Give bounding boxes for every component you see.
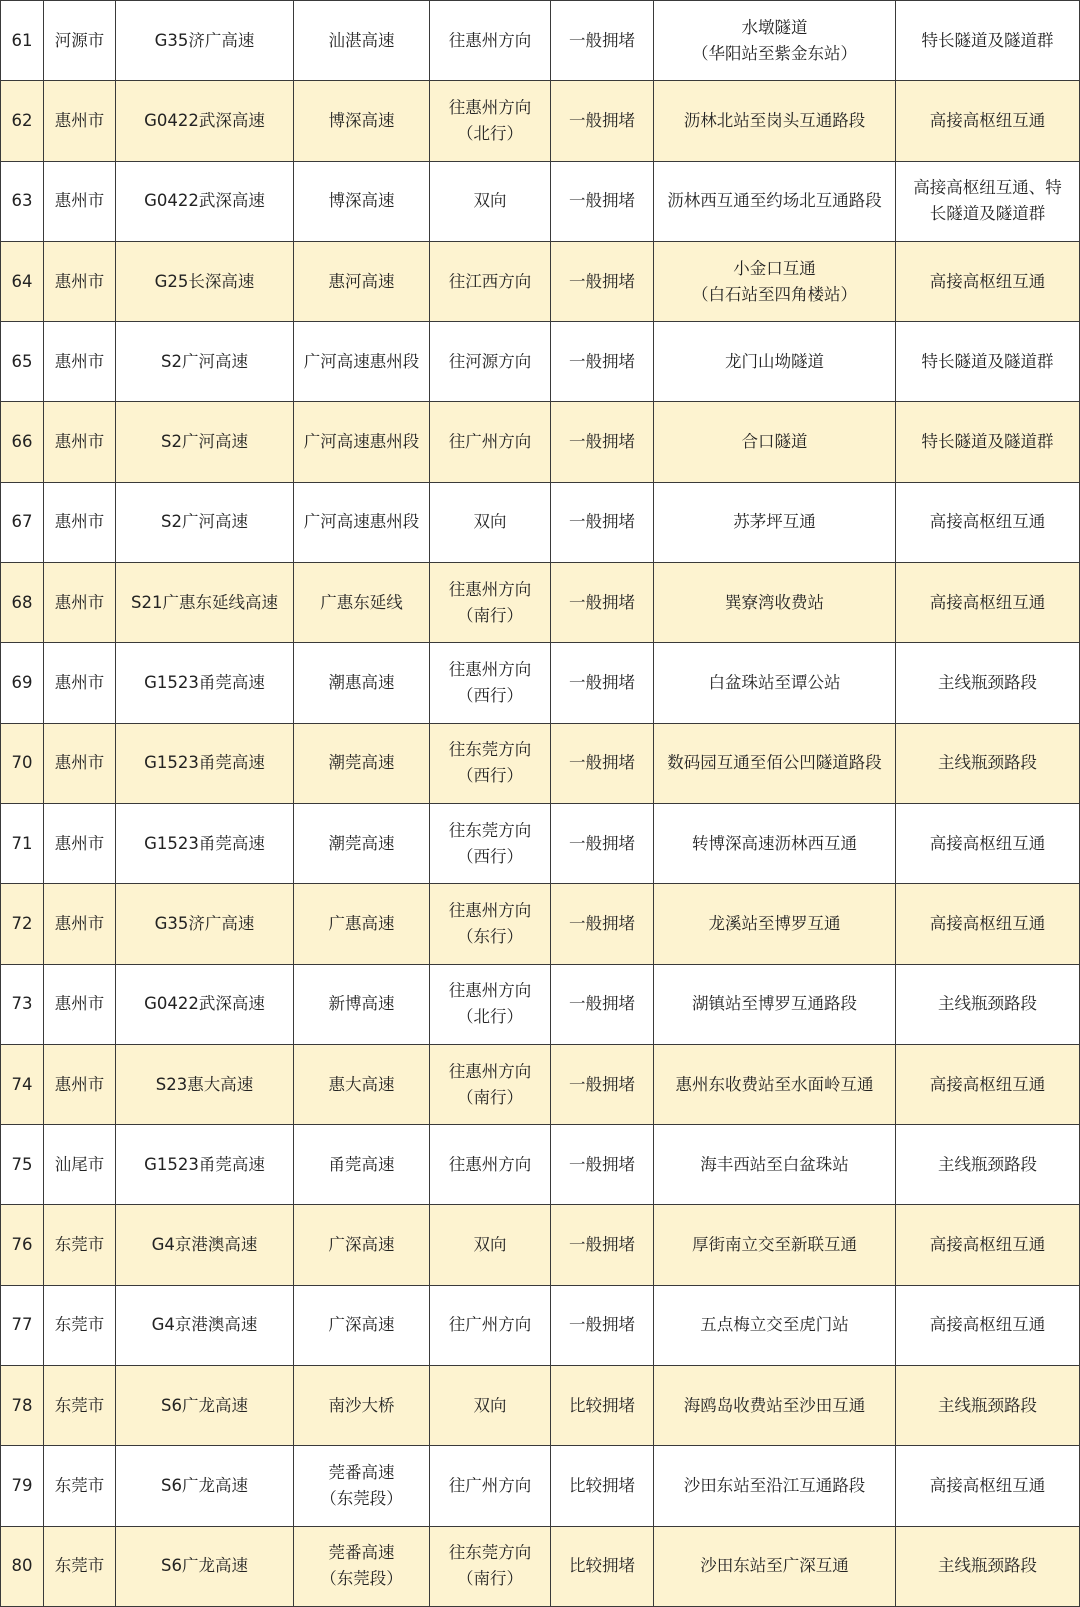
location-cell: 苏茅坪互通 [654,482,896,562]
location-cell: 海丰西站至白盆珠站 [654,1125,896,1205]
row-number: 63 [1,161,44,241]
highway-cell: G1523甬莞高速 [116,1125,294,1205]
row-number: 64 [1,241,44,321]
bottleneck-type-cell: 特长隧道及隧道群 [896,1,1080,81]
highway-cell: G0422武深高速 [116,81,294,161]
location-cell: 小金口互通 （白石站至四角楼站） [654,241,896,321]
table-row [1,1125,1080,1205]
row-number: 78 [1,1366,44,1446]
location-cell: 五点梅立交至虎门站 [654,1285,896,1365]
bottleneck-type-cell: 高接高枢纽互通 [896,884,1080,964]
congestion-level-cell: 比较拥堵 [551,1526,654,1606]
bottleneck-type-cell: 主线瓶颈路段 [896,964,1080,1044]
direction-cell: 往东莞方向 （西行） [430,803,551,883]
table-row [1,723,1080,803]
direction-cell: 往惠州方向 （南行） [430,1044,551,1124]
table-row [1,161,1080,241]
direction-cell: 往惠州方向 [430,1125,551,1205]
direction-cell: 往河源方向 [430,322,551,402]
table-row [1,322,1080,402]
city-cell: 河源市 [44,1,116,81]
congestion-level-cell: 比较拥堵 [551,1366,654,1446]
row-number: 73 [1,964,44,1044]
table-row [1,1285,1080,1365]
congestion-level-cell: 一般拥堵 [551,1285,654,1365]
section-cell: 广河高速惠州段 [294,322,430,402]
table-row [1,1526,1080,1606]
row-number: 67 [1,482,44,562]
table-row [1,241,1080,321]
congestion-level-cell: 一般拥堵 [551,1205,654,1285]
direction-cell: 往东莞方向 （西行） [430,723,551,803]
highway-cell: G0422武深高速 [116,964,294,1044]
section-cell: 广惠东延线 [294,563,430,643]
table-row [1,1205,1080,1285]
table-body [1,1,1080,1607]
location-cell: 厚街南立交至新联互通 [654,1205,896,1285]
congestion-level-cell: 比较拥堵 [551,1446,654,1526]
direction-cell: 往东莞方向 （南行） [430,1526,551,1606]
row-number: 66 [1,402,44,482]
highway-cell: G25长深高速 [116,241,294,321]
bottleneck-type-cell: 高接高枢纽互通、特 长隧道及隧道群 [896,161,1080,241]
section-cell: 潮莞高速 [294,803,430,883]
bottleneck-type-cell: 主线瓶颈路段 [896,723,1080,803]
highway-cell: S23惠大高速 [116,1044,294,1124]
section-cell: 汕湛高速 [294,1,430,81]
row-number: 75 [1,1125,44,1205]
bottleneck-type-cell: 高接高枢纽互通 [896,1446,1080,1526]
section-cell: 广惠高速 [294,884,430,964]
congestion-level-cell: 一般拥堵 [551,643,654,723]
bottleneck-type-cell: 高接高枢纽互通 [896,482,1080,562]
highway-cell: G1523甬莞高速 [116,723,294,803]
city-cell: 东莞市 [44,1285,116,1365]
congestion-level-cell: 一般拥堵 [551,241,654,321]
direction-cell: 往惠州方向 （东行） [430,884,551,964]
row-number: 68 [1,563,44,643]
table-row [1,884,1080,964]
direction-cell: 往惠州方向 （西行） [430,643,551,723]
bottleneck-type-cell: 特长隧道及隧道群 [896,322,1080,402]
row-number: 76 [1,1205,44,1285]
congestion-level-cell: 一般拥堵 [551,723,654,803]
highway-cell: G4京港澳高速 [116,1205,294,1285]
table-row [1,402,1080,482]
direction-cell: 双向 [430,1366,551,1446]
location-cell: 沙田东站至广深互通 [654,1526,896,1606]
highway-cell: S6广龙高速 [116,1366,294,1446]
city-cell: 东莞市 [44,1366,116,1446]
direction-cell: 双向 [430,1205,551,1285]
congestion-level-cell: 一般拥堵 [551,482,654,562]
location-cell: 龙溪站至博罗互通 [654,884,896,964]
highway-cell: G35济广高速 [116,884,294,964]
highway-cell: G1523甬莞高速 [116,643,294,723]
congestion-level-cell: 一般拥堵 [551,803,654,883]
direction-cell: 往广州方向 [430,1285,551,1365]
congestion-level-cell: 一般拥堵 [551,322,654,402]
bottleneck-type-cell: 高接高枢纽互通 [896,81,1080,161]
congestion-level-cell: 一般拥堵 [551,1125,654,1205]
location-cell: 沥林北站至岗头互通路段 [654,81,896,161]
highway-cell: G1523甬莞高速 [116,803,294,883]
section-cell: 南沙大桥 [294,1366,430,1446]
section-cell: 莞番高速 （东莞段） [294,1446,430,1526]
section-cell: 潮莞高速 [294,723,430,803]
congestion-level-cell: 一般拥堵 [551,1044,654,1124]
congestion-level-cell: 一般拥堵 [551,964,654,1044]
city-cell: 惠州市 [44,322,116,402]
location-cell: 惠州东收费站至水面岭互通 [654,1044,896,1124]
bottleneck-type-cell: 高接高枢纽互通 [896,1044,1080,1124]
highway-cell: G4京港澳高速 [116,1285,294,1365]
location-cell: 巽寮湾收费站 [654,563,896,643]
direction-cell: 双向 [430,482,551,562]
city-cell: 东莞市 [44,1526,116,1606]
highway-cell: S6广龙高速 [116,1446,294,1526]
location-cell: 水墩隧道 （华阳站至紫金东站） [654,1,896,81]
bottleneck-type-cell: 高接高枢纽互通 [896,1285,1080,1365]
row-number: 74 [1,1044,44,1124]
city-cell: 惠州市 [44,643,116,723]
city-cell: 汕尾市 [44,1125,116,1205]
bottleneck-type-cell: 主线瓶颈路段 [896,1125,1080,1205]
congestion-level-cell: 一般拥堵 [551,1,654,81]
section-cell: 博深高速 [294,161,430,241]
bottleneck-type-cell: 主线瓶颈路段 [896,1526,1080,1606]
city-cell: 惠州市 [44,964,116,1044]
row-number: 80 [1,1526,44,1606]
section-cell: 惠大高速 [294,1044,430,1124]
location-cell: 合口隧道 [654,402,896,482]
highway-cell: G0422武深高速 [116,161,294,241]
city-cell: 东莞市 [44,1446,116,1526]
table-row [1,964,1080,1044]
section-cell: 潮惠高速 [294,643,430,723]
table-row [1,643,1080,723]
location-cell: 海鸥岛收费站至沙田互通 [654,1366,896,1446]
congestion-level-cell: 一般拥堵 [551,563,654,643]
congestion-level-cell: 一般拥堵 [551,161,654,241]
section-cell: 博深高速 [294,81,430,161]
section-cell: 广河高速惠州段 [294,402,430,482]
city-cell: 惠州市 [44,884,116,964]
direction-cell: 往惠州方向 （北行） [430,964,551,1044]
highway-cell: S21广惠东延线高速 [116,563,294,643]
bottleneck-type-cell: 高接高枢纽互通 [896,1205,1080,1285]
table-row [1,563,1080,643]
table-row [1,803,1080,883]
table-row [1,81,1080,161]
row-number: 69 [1,643,44,723]
section-cell: 惠河高速 [294,241,430,321]
city-cell: 惠州市 [44,81,116,161]
highway-cell: S2广河高速 [116,322,294,402]
row-number: 70 [1,723,44,803]
row-number: 61 [1,1,44,81]
location-cell: 沥林西互通至约场北互通路段 [654,161,896,241]
city-cell: 惠州市 [44,161,116,241]
bottleneck-type-cell: 特长隧道及隧道群 [896,402,1080,482]
location-cell: 数码园互通至佰公凹隧道路段 [654,723,896,803]
direction-cell: 往江西方向 [430,241,551,321]
congestion-level-cell: 一般拥堵 [551,884,654,964]
city-cell: 东莞市 [44,1205,116,1285]
city-cell: 惠州市 [44,482,116,562]
direction-cell: 往广州方向 [430,1446,551,1526]
location-cell: 转博深高速沥林西互通 [654,803,896,883]
highway-cell: S6广龙高速 [116,1526,294,1606]
city-cell: 惠州市 [44,241,116,321]
table-row [1,1044,1080,1124]
row-number: 71 [1,803,44,883]
row-number: 79 [1,1446,44,1526]
row-number: 65 [1,322,44,402]
bottleneck-type-cell: 主线瓶颈路段 [896,643,1080,723]
city-cell: 惠州市 [44,723,116,803]
bottleneck-type-cell: 主线瓶颈路段 [896,1366,1080,1446]
bottleneck-type-cell: 高接高枢纽互通 [896,241,1080,321]
city-cell: 惠州市 [44,803,116,883]
direction-cell: 往广州方向 [430,402,551,482]
location-cell: 白盆珠站至谭公站 [654,643,896,723]
table-row [1,482,1080,562]
highway-cell: G35济广高速 [116,1,294,81]
city-cell: 惠州市 [44,402,116,482]
highway-cell: S2广河高速 [116,402,294,482]
bottleneck-type-cell: 高接高枢纽互通 [896,563,1080,643]
direction-cell: 双向 [430,161,551,241]
city-cell: 惠州市 [44,1044,116,1124]
section-cell: 甬莞高速 [294,1125,430,1205]
table-row [1,1,1080,81]
location-cell: 湖镇站至博罗互通路段 [654,964,896,1044]
location-cell: 沙田东站至沿江互通路段 [654,1446,896,1526]
table-row [1,1446,1080,1526]
bottleneck-type-cell: 高接高枢纽互通 [896,803,1080,883]
section-cell: 新博高速 [294,964,430,1044]
row-number: 77 [1,1285,44,1365]
direction-cell: 往惠州方向 （南行） [430,563,551,643]
congestion-level-cell: 一般拥堵 [551,81,654,161]
location-cell: 龙门山坳隧道 [654,322,896,402]
section-cell: 广深高速 [294,1285,430,1365]
section-cell: 广河高速惠州段 [294,482,430,562]
section-cell: 莞番高速 （东莞段） [294,1526,430,1606]
row-number: 62 [1,81,44,161]
city-cell: 惠州市 [44,563,116,643]
section-cell: 广深高速 [294,1205,430,1285]
congestion-level-cell: 一般拥堵 [551,402,654,482]
row-number: 72 [1,884,44,964]
table-row [1,1366,1080,1446]
direction-cell: 往惠州方向 （北行） [430,81,551,161]
highway-cell: S2广河高速 [116,482,294,562]
direction-cell: 往惠州方向 [430,1,551,81]
